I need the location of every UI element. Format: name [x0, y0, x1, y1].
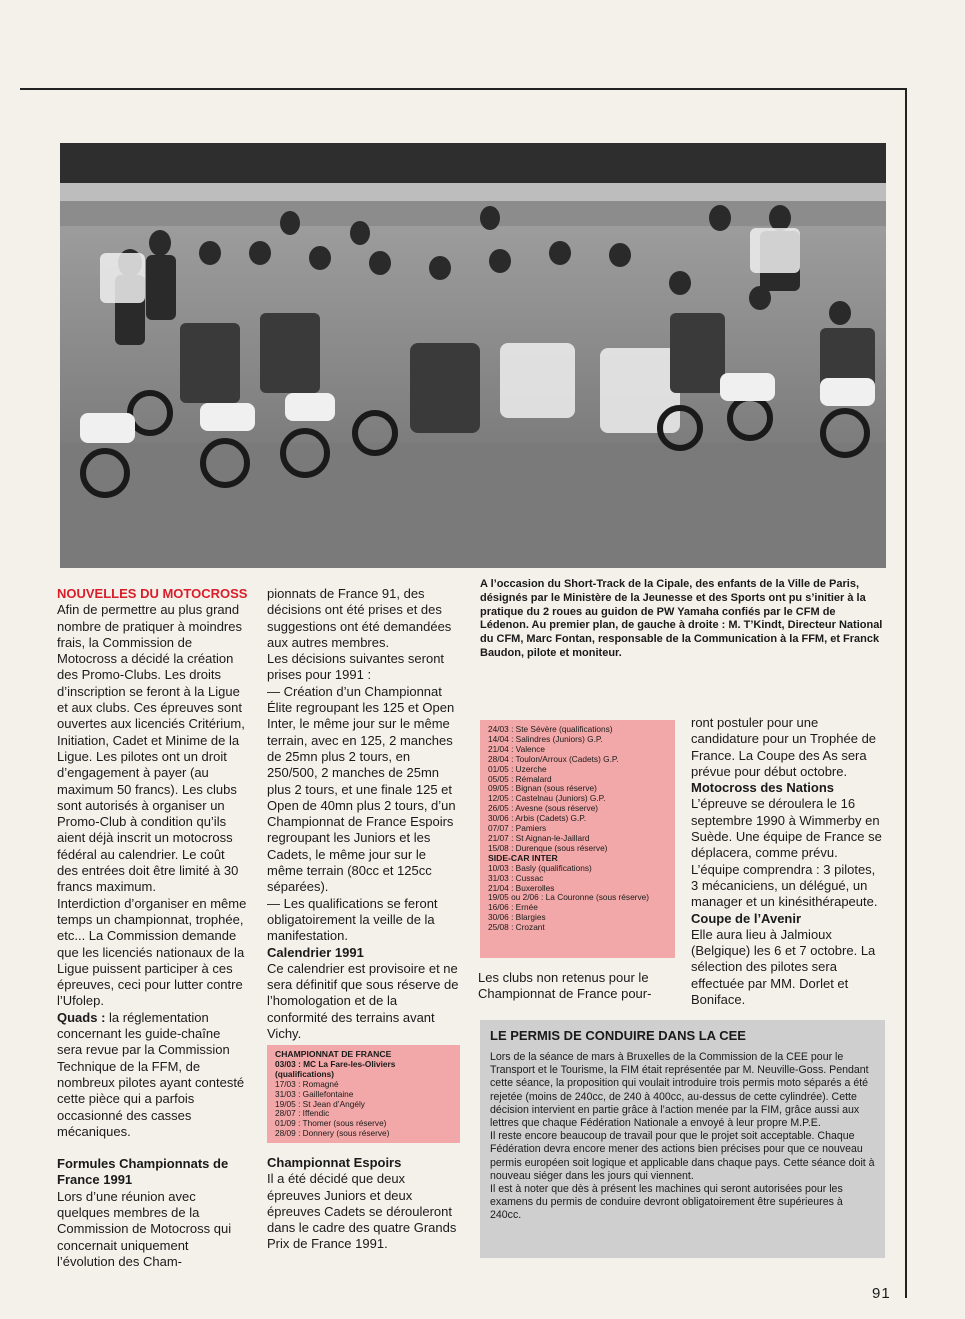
article-column-4 — [691, 715, 883, 1008]
calendar-row: 09/05 : Bignan (sous réserve) — [488, 783, 597, 794]
calendar-row: 12/05 : Castelnau (Juniors) G.P. — [488, 793, 606, 804]
permis-box — [480, 1020, 885, 1258]
calendrier-heading: Calendrier 1991 — [267, 944, 364, 960]
formules-text: Lors d’une réunion avec quelques membres de la Commission de Motocross qui concernait uniquement l’évolution des Cham- — [57, 1188, 232, 1269]
top-rule — [20, 88, 905, 90]
permis-p1: Lors de la séance de mars à Bruxelles de la Commission de la CEE pour le Transport et le Tourisme, la FIM était représentée par M. Neuville-Goss. Pendant cette séance, la proposition qui voulait introduire trois permis moto séparés a été rejetée (moins de 240cc, de 240 à 400cc, au-dessus de cette cylindrée). Cette décision intervient en partie grâce à l’action menée par la FIM, grâce aussi aux lettres que chaque Fédération Nationale a envoyé à leur propre M.P.E. — [490, 1051, 869, 1130]
calendar-row: 19/05 ou 2/06 : La Couronne (sous réserve) — [488, 892, 649, 903]
article-interdiction: Interdiction d’organiser en même temps un championnat, trophée, etc... La Commission demande que les licenciés nationaux de la Ligue puissent participer à ces épreuves, ceci pour lutter contre l’Ufolep. — [57, 895, 247, 1009]
permis-p2: Il reste encore beaucoup de travail pour que le projet soit acceptable. Chaque Fédération devra encore mener des actions bien précises pour que ce nouveau permis européen soit logique et applicable dans chaque pays. Cette séance doit à nouveau siéger dans les jours qui viennent. — [490, 1130, 875, 1182]
calendar-row: 21/04 : Buxerolles — [488, 882, 555, 893]
calendar-row: 15/08 : Durenque (sous réserve) — [488, 842, 608, 853]
calendrier-text: Ce calendrier est provisoire et ne sera définitif que sous réserve de l’homologation et de la conformité des terrains avant Vichy. — [267, 960, 459, 1042]
photo-caption: A l’occasion du Short-Track de la Cipale, des enfants de la Ville de Paris, désignés par le Ministère de la Jeunesse et des Sports ont pu s’initier à la pratique du 2 roues au guidon de PW Yamaha confiés par le CFM de Lédenon. Au premier plan, de gauche à droite : M. T’Kindt, Directeur National du CFM, Marc Fontan, responsable de la Communication à la FFM, et Franck Baudon, pilote et moniteur. — [480, 578, 883, 659]
quads-paragraph — [57, 1010, 249, 1140]
calendar-row: 03/03 : MC La Fare-les-Oliviers (qualifications) — [275, 1058, 396, 1079]
calendar-france-title: CHAMPIONNAT DE FRANCE — [275, 1049, 392, 1059]
calendar-row: 19/05 : St Jean d’Angély — [275, 1098, 365, 1109]
calendar-row: 28/04 : Toulon/Arroux (Cadets) G.P. — [488, 753, 619, 764]
calendar-row: 30/06 : Blargies — [488, 912, 546, 923]
quads-text: la réglementation concernant les guide-chaîne sera revue par la Commission Technique de la FFM, de nombreux pilotes ayant contesté cette pièce qui a parfois occasionné des casses mécaniques. — [57, 1009, 245, 1139]
calendar-row: 21/07 : St Aignan-le-Jaillard — [488, 832, 590, 843]
nations-text: L’épreuve se déroulera le 16 septembre 1990 à Wimmerby en Suède. Une équipe de France se déplacera, comme prévu. — [691, 796, 882, 861]
group-photo — [60, 143, 886, 568]
calendar-other — [480, 720, 675, 958]
nations-heading: Motocross des Nations — [691, 780, 835, 796]
espoirs-section — [267, 1155, 459, 1253]
permis-title: LE PERMIS DE CONDUIRE DANS LA CEE — [490, 1028, 746, 1043]
col2-continuation: pionnats de France 91, des décisions ont été prises et des suggestions ont été demandées aux autres membres. — [267, 586, 452, 650]
article-column-1 — [57, 586, 249, 1270]
calendar-row: 31/03 : Gaillefontaine — [275, 1088, 354, 1099]
sidecar-title: SIDE-CAR INTER — [488, 852, 558, 863]
calendar-row: 14/04 : Salindres (Juniors) G.P. — [488, 733, 603, 744]
article-title: NOUVELLES DU MOTOCROSS — [57, 586, 248, 601]
col4-continuation: ront postuler pour une candidature pour un Trophée de France. La Coupe des As sera prévue pour début octobre. — [691, 715, 877, 779]
calendar-row: 28/07 : Iffendic — [275, 1108, 330, 1119]
quads-heading: Quads : — [57, 1009, 106, 1025]
calendar-championnat-france — [267, 1045, 460, 1143]
article-column-2 — [267, 586, 459, 1042]
espoirs-text: Il a été décidé que deux épreuves Juniors et deux épreuves Cadets se dérouleront dans le cadre des quatre Grands Prix de France 1991. — [267, 1171, 457, 1252]
avenir-text: Elle aura lieu à Jalmioux (Belgique) les 6 et 7 octobre. La sélection des pilotes sera effectuée par MM. Dorlet et Boniface. — [691, 926, 876, 1008]
avenir-heading: Coupe de l’Avenir — [691, 910, 802, 926]
calendar-row: 31/03 : Cussac — [488, 872, 544, 883]
col2-elite: — Création d’un Championnat Élite regroupant les 125 et Open Inter, le même jour sur le même terrain, avec en 125, 2 manches de 25mn plus 2 tours, en 250/500, 2 manches de 25mn plus 2 tours, et une finale 125 et Open de 40mn plus 2 tours, d’un Championnat de France Espoirs regroupant les Juniors et les Cadets, le même jour sur le même terrain (80cc et 125cc séparées). — [267, 683, 456, 895]
col2-decisions: Les décisions suivantes seront prises pour 1991 : — [267, 651, 445, 683]
calendar-row: 28/09 : Donnery (sous réserve) — [275, 1128, 390, 1139]
equipe-text: L’équipe comprendra : 3 pilotes, 3 mécaniciens, un délégué, un manager et un kinésithérapeute. — [691, 861, 878, 910]
calendar-row: 07/07 : Pamiers — [488, 823, 547, 834]
calendar-row: 01/09 : Thomer (sous réserve) — [275, 1118, 387, 1129]
calendar-row: 26/05 : Avesne (sous réserve) — [488, 803, 599, 814]
calendar-row: 16/06 : Ernée — [488, 902, 538, 913]
formules-heading: Formules Championnats de France 1991 — [57, 1156, 229, 1188]
photo-icon — [60, 143, 886, 568]
article-intro: Afin de permettre au plus grand nombre de pratiquer à moindres frais, la Commission de Motocross a décidé la création des Promo-Clubs. Les droits d’inscription se feront à la Ligue et aux clubs. Ces épreuves sont ouvertes aux licenciés Critérium, Initiation, Cadet et Minime de la Ligue. Les pilotes ont un droit d’engagement à payer (au maximum 50 francs). Les clubs sont autorisés à organiser un Promo-Club à condition qu’ils aient déjà inscrit un motocross fédéral au calendrier. Le coût des entrées doit être limité à 30 francs maximum. — [57, 602, 245, 895]
col2-qualif: — Les qualifications se feront obligatoirement la veille de la manifestation. — [267, 895, 438, 944]
calendar-row: 01/05 : Uzerche — [488, 763, 547, 774]
calendar-row: 05/05 : Rémalard — [488, 773, 552, 784]
calendar-row: 17/03 : Romagné — [275, 1078, 339, 1089]
calendar-row: 25/08 : Crozant — [488, 922, 545, 933]
espoirs-heading: Championnat Espoirs — [267, 1155, 402, 1170]
col3-clubs: Les clubs non retenus pour le Championnat de France pour- — [478, 970, 652, 1002]
permis-p3: Il est à noter que dès à présent les machines qui seront autorisées pour les examens du permis de conduire devront obligatoirement être supérieures à 240cc. — [490, 1183, 843, 1222]
calendar-row: 30/06 : Arbis (Cadets) G.P. — [488, 813, 587, 824]
right-rule — [905, 88, 907, 1298]
calendar-row: 21/04 : Valence — [488, 743, 546, 754]
calendar-row: 10/03 : Basly (qualifications) — [488, 862, 592, 873]
page-number: 91 — [872, 1285, 891, 1302]
calendar-row: 24/03 : Ste Sévère (qualifications) — [488, 724, 613, 734]
